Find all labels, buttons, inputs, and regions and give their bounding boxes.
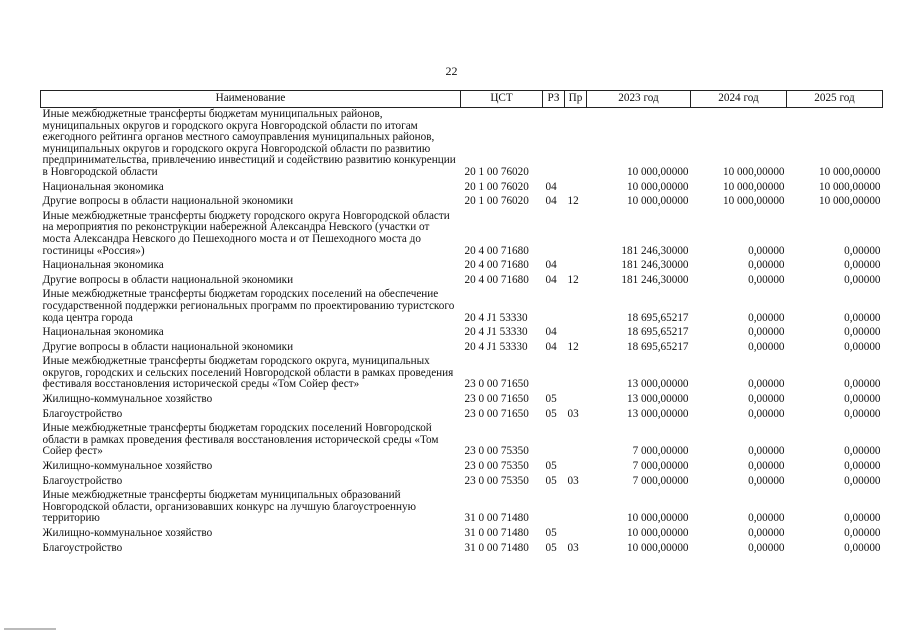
row-pr: 03: [567, 541, 579, 554]
row-name: Жилищно-коммунальное хозяйство: [42, 393, 213, 406]
row-rz: 05: [545, 527, 557, 539]
row-2024: 0,00000: [748, 407, 785, 420]
row-pr: [565, 108, 587, 181]
table-row: [41, 210, 883, 259]
row-rz: 05: [545, 460, 557, 473]
row-pr: [565, 326, 587, 341]
table-header: [41, 91, 883, 108]
row-cst: 20 4 00 71680: [464, 244, 529, 257]
header-name: Наименование: [41, 91, 461, 108]
row-pr: 12: [567, 273, 579, 286]
row-2025: 0,00000: [844, 393, 881, 406]
row-2024: 10 000,00000: [722, 180, 785, 193]
row-name: Благоустройство: [42, 407, 123, 420]
row-pr: [565, 288, 587, 326]
row-2025: 0,00000: [844, 378, 881, 391]
row-2024: 0,00000: [748, 445, 785, 458]
table-row: [41, 408, 883, 423]
row-2023: 10 000,00000: [626, 541, 689, 554]
table-row: [41, 393, 883, 408]
table-row: [41, 422, 883, 460]
row-rz: [543, 422, 565, 460]
row-pr: [565, 527, 587, 542]
row-pr: [565, 393, 587, 408]
scan-artifact: [4, 628, 56, 630]
row-cst: 23 0 00 75350: [464, 474, 529, 487]
row-2023: 13 000,00000: [626, 407, 689, 420]
row-rz: 05: [545, 393, 557, 406]
row-pr: [565, 489, 587, 527]
table-row: [41, 355, 883, 393]
row-2024: 0,00000: [748, 273, 785, 286]
row-pr: [565, 422, 587, 460]
row-name: Иные межбюджетные трансферты бюджетам городских поселений на обеспечение государственной поддержки региональных программ по проектированию туристского кода центра города: [42, 288, 455, 324]
row-2024: 0,00000: [748, 512, 785, 525]
row-cst: 20 4 J1 53330: [464, 340, 528, 353]
header-row: [41, 91, 883, 108]
row-cst: 20 4 00 71680: [464, 259, 529, 272]
table-row: [41, 475, 883, 490]
row-cst: 20 1 00 76020: [464, 195, 529, 208]
row-rz: 05: [545, 407, 557, 420]
row-2023: 7 000,00000: [632, 445, 689, 458]
row-name: Иные межбюджетные трансферты бюджетам городских поселений Новгородской области в рамках проведения фестиваля восстановления исторической среды «Том Сойер фест»: [42, 422, 439, 458]
header-2025: 2025 год: [787, 91, 883, 108]
row-2025: 10 000,00000: [818, 165, 881, 178]
header-rz: РЗ: [543, 91, 565, 108]
row-2023: 10 000,00000: [626, 195, 689, 208]
row-name: Иные межбюджетные трансферты бюджетам муниципальных образований Новгородской области, организовавших конкурс на лучшую благоустроенную территорию: [42, 489, 416, 525]
row-2023: 181 246,30000: [621, 244, 689, 257]
row-rz: [543, 489, 565, 527]
row-2025: 0,00000: [844, 326, 881, 339]
row-2024: 10 000,00000: [722, 165, 785, 178]
row-2023: 13 000,00000: [626, 378, 689, 391]
row-rz: [543, 288, 565, 326]
table-row: [41, 108, 883, 181]
row-pr: 12: [567, 195, 579, 208]
row-2023: 18 695,65217: [626, 311, 689, 324]
row-2023: 13 000,00000: [626, 393, 689, 406]
row-2023: 18 695,65217: [626, 326, 689, 339]
row-2023: 181 246,30000: [621, 273, 689, 286]
row-2025: 0,00000: [844, 527, 881, 539]
table-row: [41, 195, 883, 210]
row-rz: 04: [545, 273, 557, 286]
row-2023: 18 695,65217: [626, 340, 689, 353]
row-2023: 7 000,00000: [632, 460, 689, 473]
row-name: Другие вопросы в области национальной экономики: [42, 273, 294, 286]
row-2024: 0,00000: [748, 311, 785, 324]
row-2024: 0,00000: [748, 474, 785, 487]
row-2025: 0,00000: [844, 460, 881, 473]
table-row: [41, 259, 883, 274]
row-2024: 0,00000: [748, 340, 785, 353]
row-name: Жилищно-коммунальное хозяйство: [42, 460, 213, 473]
row-rz: 04: [545, 340, 557, 353]
row-pr: [565, 181, 587, 196]
header-pr: Пр: [565, 91, 587, 108]
table-row: [41, 288, 883, 326]
row-2024: 0,00000: [748, 460, 785, 473]
row-cst: 23 0 00 71650: [464, 407, 529, 420]
row-cst: 23 0 00 71650: [464, 393, 529, 406]
row-2025: 10 000,00000: [818, 180, 881, 193]
row-name: Национальная экономика: [42, 326, 164, 339]
table-row: [41, 274, 883, 289]
row-2025: 0,00000: [844, 340, 881, 353]
row-2024: 0,00000: [748, 541, 785, 554]
table-row: [41, 489, 883, 527]
row-2025: 0,00000: [844, 273, 881, 286]
header-cst: ЦСТ: [461, 91, 543, 108]
row-2024: 0,00000: [748, 378, 785, 391]
row-cst: 31 0 00 71480: [464, 512, 529, 525]
row-rz: [543, 355, 565, 393]
row-cst: 20 4 J1 53330: [464, 326, 528, 339]
row-2025: 0,00000: [844, 512, 881, 525]
row-rz: 05: [545, 541, 557, 554]
table-row: [41, 460, 883, 475]
row-pr: 03: [567, 407, 579, 420]
row-name: Национальная экономика: [42, 180, 164, 193]
row-rz: 04: [545, 259, 557, 272]
row-2023: 7 000,00000: [632, 474, 689, 487]
row-2025: 0,00000: [844, 407, 881, 420]
row-name: Другие вопросы в области национальной экономики: [42, 340, 294, 353]
row-name: Иные межбюджетные трансферты бюджету городского округа Новгородской области на мероприятия по реконструкции набережной Александра Невского (участки от моста Александра Невского до Пешеходного моста и от Пешеходного моста до гостиницы «Россия»): [42, 209, 450, 257]
row-name: Благоустройство: [42, 474, 123, 487]
row-2025: 0,00000: [844, 244, 881, 257]
row-2025: 0,00000: [844, 541, 881, 554]
row-2023: 10 000,00000: [626, 512, 689, 525]
row-pr: [565, 210, 587, 259]
row-2025: 0,00000: [844, 311, 881, 324]
row-pr: [565, 355, 587, 393]
table-row: [41, 326, 883, 341]
row-cst: 20 4 J1 53330: [464, 311, 528, 324]
row-pr: 12: [567, 340, 579, 353]
row-rz: 04: [545, 326, 557, 339]
row-2024: 0,00000: [748, 527, 785, 539]
header-2023: 2023 год: [587, 91, 691, 108]
row-cst: 23 0 00 71650: [464, 378, 529, 391]
header-2024: 2024 год: [691, 91, 787, 108]
row-name: Жилищно-коммунальное хозяйство: [42, 527, 213, 539]
table-row: [41, 341, 883, 356]
row-rz: 04: [545, 195, 557, 208]
row-cst: 31 0 00 71480: [464, 541, 529, 554]
row-2025: 0,00000: [844, 259, 881, 272]
row-rz: [543, 210, 565, 259]
table-row: [41, 542, 883, 557]
row-rz: 04: [545, 180, 557, 193]
row-2025: 10 000,00000: [818, 195, 881, 208]
row-2024: 0,00000: [748, 244, 785, 257]
row-2025: 0,00000: [844, 445, 881, 458]
budget-table: [40, 90, 883, 556]
page-number: 22: [445, 64, 458, 78]
row-rz: [543, 108, 565, 181]
row-cst: 23 0 00 75350: [464, 460, 529, 473]
row-name: Иные межбюджетные трансферты бюджетам муниципальных районов, муниципальных округов и городского округа Новгородской области по итогам ежегодного рейтинга органов местного самоуправления муниципальных районов, муниципальных округов и городского округа Новгородской области по развитию предпринимательства, привлечению инвестиций и содействию развитию конкуренции в Новгородской области: [42, 108, 456, 178]
row-2023: 10 000,00000: [626, 527, 689, 539]
row-name: Иные межбюджетные трансферты бюджетам городского округа, муниципальных округов, городских и сельских поселений Новгородской области в рамках проведения фестиваля восстановления исторической среды «Том Сойер фест»: [42, 355, 454, 391]
table-body: [41, 108, 883, 557]
row-2024: 10 000,00000: [722, 195, 785, 208]
row-2023: 10 000,00000: [626, 180, 689, 193]
row-cst: 20 1 00 76020: [464, 180, 529, 193]
row-pr: [565, 259, 587, 274]
row-cst: 20 1 00 76020: [464, 165, 529, 178]
row-2025: 0,00000: [844, 474, 881, 487]
row-2023: 10 000,00000: [626, 165, 689, 178]
row-2024: 0,00000: [748, 326, 785, 339]
row-cst: 23 0 00 75350: [464, 445, 529, 458]
row-2024: 0,00000: [748, 393, 785, 406]
table-row: [41, 527, 883, 542]
row-cst: 20 4 00 71680: [464, 273, 529, 286]
row-rz: 05: [545, 474, 557, 487]
row-2024: 0,00000: [748, 259, 785, 272]
row-pr: 03: [567, 474, 579, 487]
row-name: Национальная экономика: [42, 259, 164, 272]
row-cst: 31 0 00 71480: [464, 527, 529, 539]
row-pr: [565, 460, 587, 475]
row-2023: 181 246,30000: [621, 259, 689, 272]
row-name: Другие вопросы в области национальной экономики: [42, 195, 294, 208]
row-name: Благоустройство: [42, 541, 123, 554]
table-row: [41, 181, 883, 196]
